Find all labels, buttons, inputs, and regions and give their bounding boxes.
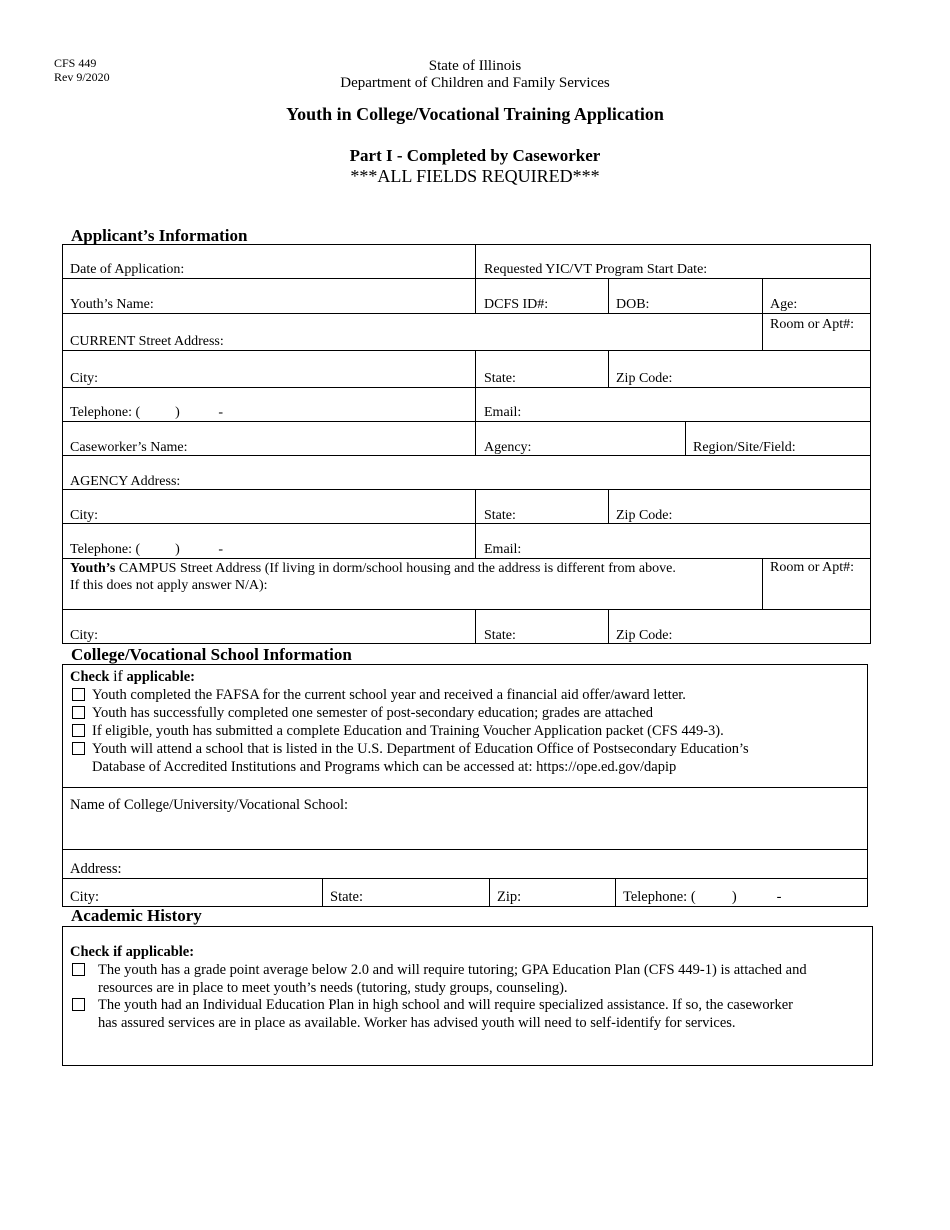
form-revision: Rev 9/2020 (54, 70, 110, 84)
state-name: State of Illinois (428, 58, 522, 74)
required-note: ***ALL FIELDS REQUIRED*** (350, 166, 600, 186)
agency-state-field[interactable]: State: (484, 508, 516, 523)
department-name: Department of Children and Family Services (340, 75, 610, 91)
academic-check-title: Check if applicable: (70, 944, 195, 960)
school-address-field[interactable]: Address: (70, 861, 122, 877)
agency-email-field[interactable]: Email: (484, 542, 522, 557)
iep-label: The youth had an Individual Education Plan in high school and will require specialized assistance. If so, the caseworker has assured services are in place as available. Worker has advised youth will need to self-identify for services. (98, 997, 793, 1031)
campus-city-field[interactable]: City: (70, 628, 99, 643)
city-field[interactable]: City: (70, 371, 99, 386)
agency-field[interactable]: Agency: (484, 440, 532, 455)
telephone-field[interactable]: Telephone: ( ) - (70, 405, 223, 420)
date-of-application-field[interactable]: Date of Application: (70, 262, 185, 277)
school-telephone-field[interactable]: Telephone: ( ) - (623, 889, 782, 905)
caseworker-name-field[interactable]: Caseworker’s Name: (70, 440, 188, 455)
agency-telephone-field[interactable]: Telephone: ( ) - (70, 542, 223, 557)
school-zip-field[interactable]: Zip: (497, 889, 522, 905)
school-section-title: College/Vocational School Information (71, 645, 352, 664)
campus-state-field[interactable]: State: (484, 628, 516, 643)
iep-checkbox[interactable] (72, 998, 85, 1011)
etv-packet-checkbox[interactable] (72, 724, 85, 737)
gpa-tutoring-label: The youth has a grade point average below 2.0 and will require tutoring; GPA Education Plan (CFS 449-1) is attached and resources are in place to meet youth’s needs (tutoring, study groups, counseling). (98, 962, 807, 996)
accredited-school-label: Youth will attend a school that is listed in the U.S. Department of Education Office of Postsecondary Education’s Database of Accredited Institutions and Programs which can be accessed at: https://ope.ed.gov/dapip (92, 741, 749, 775)
campus-room-apt-field[interactable]: Room or Apt#: (770, 560, 855, 575)
form-number: CFS 449 (54, 56, 97, 70)
campus-zip-code-field[interactable]: Zip Code: (616, 628, 673, 643)
campus-address-bold: Youth’s (70, 561, 116, 576)
campus-address-label: CAMPUS Street Address (If living in dorm/school housing and the address is different from above. (115, 561, 676, 576)
part-heading: Part I - Completed by Caseworker (349, 146, 601, 165)
zip-code-field[interactable]: Zip Code: (616, 371, 673, 386)
campus-address-note: If this does not apply answer N/A): (70, 578, 268, 593)
agency-address-field[interactable]: AGENCY Address: (70, 474, 181, 489)
dcfs-id-field[interactable]: DCFS ID#: (484, 297, 549, 312)
agency-header (0, 58, 950, 92)
school-check-title: Check if applicable: (70, 668, 195, 685)
gpa-tutoring-checkbox[interactable] (72, 963, 85, 976)
fafsa-label: Youth completed the FAFSA for the current school year and received a financial aid offer/award letter. (92, 687, 686, 703)
school-city-field[interactable]: City: (70, 889, 100, 905)
current-street-address-field[interactable]: CURRENT Street Address: (70, 334, 224, 349)
etv-packet-label: If eligible, youth has submitted a complete Education and Training Voucher Application packet (CFS 449-3). (92, 723, 724, 739)
age-field[interactable]: Age: (770, 297, 798, 312)
applicant-section-title: Applicant’s Information (71, 226, 248, 245)
agency-city-field[interactable]: City: (70, 508, 99, 523)
room-apt-field[interactable]: Room or Apt#: (770, 317, 855, 332)
page-title: Youth in College/Vocational Training Application (286, 104, 664, 124)
campus-address-field[interactable] (70, 560, 676, 594)
school-state-field[interactable]: State: (330, 889, 364, 905)
fafsa-checkbox[interactable] (72, 688, 85, 701)
semester-completed-checkbox[interactable] (72, 706, 85, 719)
accredited-school-checkbox[interactable] (72, 742, 85, 755)
youth-name-field[interactable]: Youth’s Name: (70, 297, 154, 312)
state-field[interactable]: State: (484, 371, 516, 386)
region-site-field[interactable]: Region/Site/Field: (693, 440, 796, 455)
dob-field[interactable]: DOB: (616, 297, 650, 312)
semester-completed-label: Youth has successfully completed one semester of post-secondary education; grades are attached (92, 705, 654, 721)
email-field[interactable]: Email: (484, 405, 522, 420)
agency-zip-code-field[interactable]: Zip Code: (616, 508, 673, 523)
school-name-field[interactable]: Name of College/University/Vocational School: (70, 797, 348, 813)
academic-section-title: Academic History (71, 906, 202, 925)
program-start-date-field[interactable]: Requested YIC/VT Program Start Date: (484, 262, 708, 277)
